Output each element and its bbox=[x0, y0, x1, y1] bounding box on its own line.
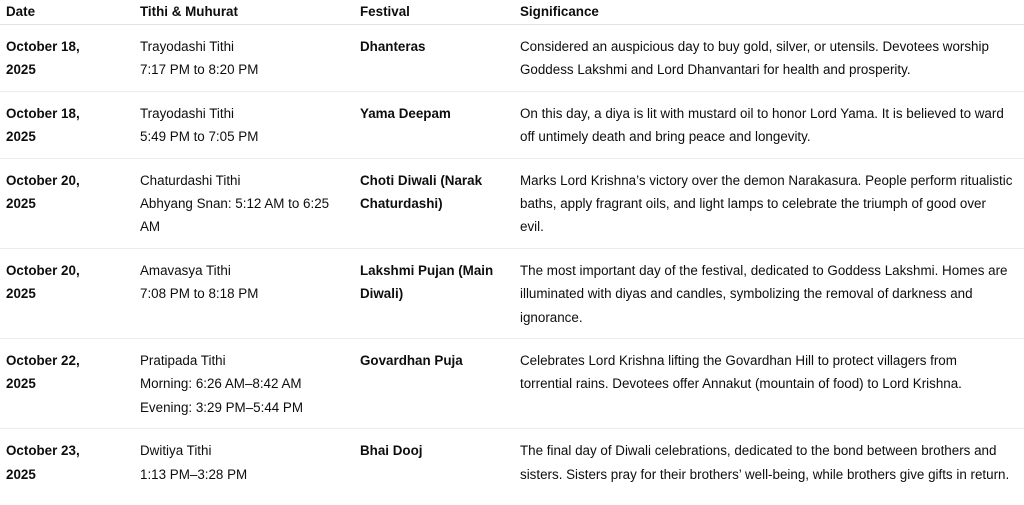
tithi-line: Trayodashi Tithi bbox=[140, 105, 235, 121]
significance-line: baths, apply fragrant oils, and light lamps to celebrate the triumph of good over bbox=[520, 196, 986, 212]
significance-cell bbox=[514, 25, 1024, 92]
significance-line: sisters. Sisters pray for their brothers’ well-being, while brothers give gifts in return. bbox=[520, 466, 1010, 482]
date-line: 2025 bbox=[6, 376, 36, 392]
tithi-line: Pratipada Tithi bbox=[140, 353, 226, 369]
significance-line: Goddess Lakshmi and Lord Dhanvantari for health and prosperity. bbox=[520, 62, 911, 78]
date-line: October 20, bbox=[6, 262, 80, 278]
tithi-line: 1:13 PM–3:28 PM bbox=[140, 466, 248, 482]
tithi-cell bbox=[134, 158, 354, 248]
date-line: October 22, bbox=[6, 353, 80, 369]
festival-line: Govardhan Puja bbox=[360, 353, 463, 369]
table-row bbox=[0, 91, 1024, 158]
header-tithi: Tithi & Muhurat bbox=[134, 0, 354, 25]
festival-line: Diwali) bbox=[360, 286, 404, 302]
tithi-line: Chaturdashi Tithi bbox=[140, 172, 241, 188]
festival-line: Yama Deepam bbox=[360, 105, 451, 121]
festival-line: Choti Diwali (Narak bbox=[360, 172, 483, 188]
date-cell bbox=[0, 158, 134, 248]
festival-line: Chaturdashi) bbox=[360, 196, 443, 212]
date-cell bbox=[0, 25, 134, 92]
tithi-cell bbox=[134, 248, 354, 338]
tithi-line: Amavasya Tithi bbox=[140, 262, 231, 278]
significance-cell bbox=[514, 91, 1024, 158]
date-line: 2025 bbox=[6, 196, 36, 212]
tithi-line: Evening: 3:29 PM–5:44 PM bbox=[140, 399, 304, 415]
tithi-cell bbox=[134, 91, 354, 158]
date-line: 2025 bbox=[6, 286, 36, 302]
table-row bbox=[0, 158, 1024, 248]
significance-line: illuminated with diyas and candles, symbolizing the removal of darkness and bbox=[520, 286, 973, 302]
significance-line: Considered an auspicious day to buy gold, silver, or utensils. Devotees worship bbox=[520, 39, 989, 54]
date-cell bbox=[0, 248, 134, 338]
festival-cell bbox=[354, 25, 514, 92]
date-line: October 20, bbox=[6, 172, 80, 188]
date-line: October 18, bbox=[6, 39, 80, 54]
tithi-cell bbox=[134, 429, 354, 495]
significance-cell bbox=[514, 429, 1024, 495]
tithi-line: 5:49 PM to 7:05 PM bbox=[140, 129, 259, 145]
significance-cell bbox=[514, 248, 1024, 338]
table-body bbox=[0, 25, 1024, 496]
header-date: Date bbox=[0, 0, 134, 25]
tithi-cell bbox=[134, 25, 354, 92]
significance-line: The final day of Diwali celebrations, dedicated to the bond between brothers and bbox=[520, 443, 997, 459]
significance-line: ignorance. bbox=[520, 309, 583, 325]
tithi-cell bbox=[134, 339, 354, 429]
date-line: 2025 bbox=[6, 466, 36, 482]
significance-cell bbox=[514, 339, 1024, 429]
date-line: 2025 bbox=[6, 62, 36, 78]
date-line: October 18, bbox=[6, 105, 80, 121]
festival-line: Dhanteras bbox=[360, 39, 426, 54]
significance-line: evil. bbox=[520, 219, 544, 235]
festival-cell bbox=[354, 429, 514, 495]
date-line: October 23, bbox=[6, 443, 80, 459]
festival-line: Lakshmi Pujan (Main bbox=[360, 262, 494, 278]
festival-line: Bhai Dooj bbox=[360, 443, 423, 459]
table-row bbox=[0, 339, 1024, 429]
date-line: 2025 bbox=[6, 129, 36, 145]
tithi-line: Trayodashi Tithi bbox=[140, 39, 235, 54]
date-cell bbox=[0, 91, 134, 158]
table-row bbox=[0, 248, 1024, 338]
tithi-line: AM bbox=[140, 219, 161, 235]
tithi-line: Dwitiya Tithi bbox=[140, 443, 212, 459]
header-significance: Significance bbox=[514, 0, 1024, 25]
tithi-line: 7:08 PM to 8:18 PM bbox=[140, 286, 259, 302]
significance-line: off untimely death and bring peace and longevity. bbox=[520, 129, 811, 145]
significance-line: On this day, a diya is lit with mustard oil to honor Lord Yama. It is believed to ward bbox=[520, 105, 1004, 121]
tithi-line: Morning: 6:26 AM–8:42 AM bbox=[140, 376, 302, 392]
tithi-line: Abhyang Snan: 5:12 AM to 6:25 bbox=[140, 196, 330, 212]
header-row bbox=[0, 0, 1024, 25]
significance-line: Celebrates Lord Krishna lifting the Govardhan Hill to protect villagers from bbox=[520, 353, 957, 369]
significance-line: torrential rains. Devotees offer Annakut (mountain of food) to Lord Krishna. bbox=[520, 376, 962, 392]
table-row bbox=[0, 429, 1024, 495]
table-row bbox=[0, 25, 1024, 92]
festival-cell bbox=[354, 91, 514, 158]
festival-cell bbox=[354, 158, 514, 248]
festival-cell bbox=[354, 248, 514, 338]
significance-cell bbox=[514, 158, 1024, 248]
date-cell bbox=[0, 429, 134, 495]
significance-line: Marks Lord Krishna’s victory over the demon Narakasura. People perform ritualistic bbox=[520, 172, 1013, 188]
significance-line: The most important day of the festival, dedicated to Goddess Lakshmi. Homes are bbox=[520, 262, 1008, 278]
festival-cell bbox=[354, 339, 514, 429]
tithi-line: 7:17 PM to 8:20 PM bbox=[140, 62, 259, 78]
date-cell bbox=[0, 339, 134, 429]
header-festival: Festival bbox=[354, 0, 514, 25]
